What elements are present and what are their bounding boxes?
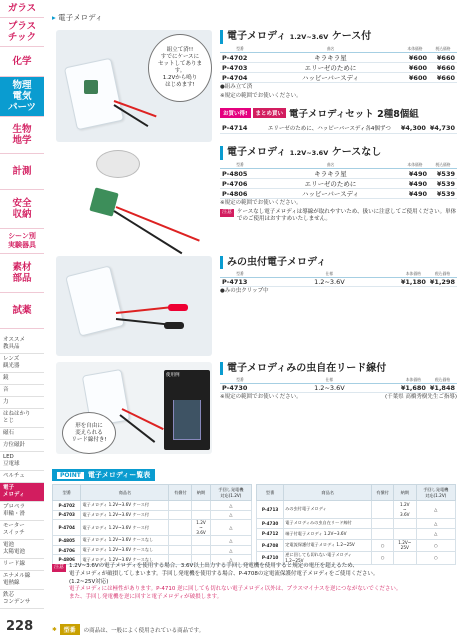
tax-price: ¥539 [429, 169, 457, 179]
product-name: ハッピーバースディ [260, 189, 401, 199]
price: ¥600 [401, 53, 429, 63]
summary-cell-name: 電子メロディ 1.2V~3.6V ケースなし [81, 536, 169, 546]
footer-text: の商品は、一般によく使用されている商品です。 [83, 627, 205, 634]
header-spec: 仕様 [260, 377, 399, 384]
product-melody-case [220, 30, 457, 134]
summary-cell-b [192, 501, 210, 511]
sidebar-subitem[interactable]: 方位磁針 [0, 440, 44, 452]
summary-cell-a [372, 518, 394, 529]
summary-cell-name: 定電流保護付電子メロディ 1.2~25V [284, 539, 372, 551]
summary-title-text: 電子メロディー覧表 [87, 471, 151, 479]
warning-line: 1.2V~3.6Vの電子メロディを使用する場合、3.6V以上出力する手回し発電機を使用すると規定の電圧を超えるため、 [69, 563, 358, 569]
sidebar-item-measurement[interactable]: 計測 [0, 154, 44, 190]
summary-cell-b: 1.2V ~ 3.6V [192, 520, 210, 536]
table-row [220, 169, 457, 179]
product-title: 電子メロディみの虫自在リード線付 [220, 362, 457, 375]
photo-melody-case [56, 30, 212, 142]
product-spec: 1.2V~3.6V [289, 33, 329, 41]
summary-cell-b: 1.2V ~ 3.6V [394, 501, 417, 519]
sidebar-item-chemistry[interactable]: 化学 [0, 47, 44, 77]
product-name: エリーゼのために [260, 63, 401, 73]
summary-cell-name: 電子メロディ 1.2V~3.6V ケース付 [81, 501, 169, 511]
sidebar-item-biology[interactable]: 生物 地学 [0, 117, 44, 154]
product-title-text: 電子メロディ [227, 31, 287, 42]
tax-price: ¥1,848 [429, 384, 455, 392]
table-row [220, 278, 457, 287]
price: ¥1,180 [400, 278, 426, 286]
header-price: 本体価格 [399, 377, 428, 384]
header-price: 本体価格 [401, 46, 429, 53]
summary-cell-c: △ [210, 545, 251, 555]
header-paid: 有償付 [372, 485, 394, 501]
table-row [53, 510, 252, 520]
tax-price: ¥660 [429, 63, 457, 73]
price-table [220, 377, 457, 393]
header-name: 商品名 [284, 485, 372, 501]
sidebar-subitem[interactable]: エナメル線 電熱線 [0, 571, 44, 590]
header-price: 本体価格 [401, 162, 429, 169]
summary-cell-c: △ [210, 501, 251, 511]
header-code: 型番 [220, 377, 260, 384]
product-title-text: 電子メロディ [227, 147, 287, 158]
summary-cell-a [372, 501, 394, 519]
header-tax: 税込価格 [429, 46, 457, 53]
beaker [173, 400, 201, 440]
summary-cell-a [169, 536, 192, 546]
summary-cell-b [192, 545, 210, 555]
black-wire-long [113, 210, 182, 254]
product-code: P-4730 [220, 384, 260, 393]
sidebar-subitem[interactable]: レンズ 観光器 [0, 354, 44, 373]
summary-cell-c: ○ [416, 539, 455, 551]
table-row [220, 63, 457, 73]
summary-cell-b [394, 529, 417, 540]
summary-cell-b: 1.2V~ 25V [394, 539, 417, 551]
photo-melody-bare [56, 146, 212, 238]
summary-cell-code: P-4710 [257, 551, 284, 564]
product-code: P-4702 [220, 53, 260, 63]
set-title: 電子メロディセット 2種8個組 [289, 109, 419, 120]
set-table [220, 124, 457, 134]
product-code: P-4806 [220, 189, 260, 199]
tax-price: ¥539 [429, 179, 457, 189]
header-name: 商品名 [81, 485, 169, 501]
summary-tables [52, 484, 457, 565]
photo-melody-flex [56, 362, 212, 454]
sidebar-subitem[interactable]: ペルチェ [0, 471, 44, 483]
summary-section [52, 462, 457, 565]
warning-line: (1.2~25V対応) [69, 578, 109, 585]
product-melody-flex [220, 362, 457, 402]
sidebar-subitem[interactable]: 電池 太陽電池 [0, 540, 44, 559]
summary-cell-code: P-4704 [53, 520, 81, 536]
footer-note [52, 624, 204, 635]
sidebar-item-safety[interactable]: 安全 収納 [0, 190, 44, 229]
table-row [53, 501, 252, 511]
main-content [52, 0, 457, 644]
summary-cell-b [192, 510, 210, 520]
header-name: 曲名 [260, 46, 401, 53]
summary-cell-code: P-4703 [53, 510, 81, 520]
header-price: 本体価格 [399, 271, 428, 278]
sidebar-item-reagents[interactable]: 試薬 [0, 293, 44, 329]
summary-cell-name: 電子メロディ 1.2V~3.6V ケースなし [81, 545, 169, 555]
product-code: P-4713 [220, 278, 260, 287]
header-name: 曲名 [260, 162, 401, 169]
header-generator: 手回し発電機 対応(1.2V) [416, 485, 455, 501]
header-code: 型番 [220, 162, 260, 169]
product-name: ハッピーバースディ [260, 73, 401, 83]
summary-cell-c: △ [416, 501, 455, 519]
sidebar-subitem[interactable]: 磁石 [0, 428, 44, 440]
summary-cell-code: P-4806 [53, 555, 81, 565]
product-name: エリーゼのために、ハッピーバースディ各4個ずつ [260, 124, 399, 133]
header-code: 型番 [257, 485, 284, 501]
price: ¥1,680 [400, 384, 426, 392]
set-header [220, 106, 457, 120]
price: ¥600 [401, 73, 429, 83]
table-row [53, 545, 252, 555]
sidebar-subitem[interactable]: リード線 [0, 559, 44, 571]
product-code: P-4703 [220, 63, 260, 73]
product-spec: 1.2~3.6V [260, 384, 399, 393]
summary-cell-a [169, 510, 192, 520]
warning-line-red: 電子メロディには極性があります。P-4710 逆に回しても切れない電子メロディ以外は、プラスマイナスを逆につながないでください。 [69, 586, 402, 593]
summary-cell-name: 電子メロディ 1.2V~3.6V ケース付 [81, 520, 169, 536]
tax-price: ¥1,298 [429, 278, 455, 286]
price-table [220, 162, 457, 199]
header-tax: 税込価格 [428, 271, 457, 278]
point-badge: POINT [57, 472, 84, 479]
product-melody-clips [220, 256, 457, 296]
summary-cell-code: P-4706 [53, 545, 81, 555]
header-tax: 税込価格 [429, 162, 457, 169]
table-row [220, 53, 457, 63]
summary-cell-code: P-4712 [257, 529, 284, 540]
summary-cell-name: 電子メロディみの虫自在リード線付 [284, 518, 372, 529]
summary-cell-b [394, 518, 417, 529]
tax-price: ¥539 [429, 189, 457, 199]
summary-cell-name: 電子メロディ 1.2V~3.6V ケースなし [81, 555, 169, 565]
table-row [257, 501, 456, 519]
price: ¥490 [401, 179, 429, 189]
category-sidebar [0, 0, 44, 644]
header-code: 型番 [220, 46, 260, 53]
clip-red-wire [116, 306, 171, 314]
product-title: みの虫付電子メロディ [220, 256, 457, 269]
page-number: 228 [6, 619, 34, 634]
sidebar-subitem[interactable]: 音 [0, 385, 44, 397]
warning-line: 電子メロディが破損してしまいます。手回し発電機を使用する場合、P-4708の定電流保護付電子メロディをご使用ください。 [69, 570, 379, 577]
melody-case-clips [65, 265, 125, 336]
caution-label: 注意 [222, 208, 233, 215]
piezo-disc [96, 150, 140, 178]
header-generator: 手回し発電機 対応(1.2V) [210, 485, 251, 501]
header-code: 型番 [220, 271, 260, 278]
summary-cell-code: P-4805 [53, 536, 81, 546]
summary-cell-code: P-4730 [257, 518, 284, 529]
summary-cell-c: △ [210, 555, 251, 565]
product-suffix: ケースなし [331, 147, 382, 158]
black-clip [164, 322, 184, 329]
summary-cell-code: P-4713 [257, 501, 284, 519]
summary-cell-c: ○ [416, 551, 455, 564]
usage-label: 使用例 [166, 373, 180, 378]
summary-cell-name: 逆に回しても切れない電子メロディ1.2~25V [284, 551, 372, 564]
price: ¥4,300 [400, 124, 426, 133]
header-voltage: 納期 [192, 485, 210, 501]
sidebar-item-scene[interactable]: シーン別 実験器具 [0, 229, 44, 254]
sidebar-sub-list [0, 335, 44, 609]
summary-cell-a: ○ [372, 551, 394, 564]
sidebar-subitem[interactable]: オススメ 教具品 [0, 335, 44, 354]
sidebar-item-materials[interactable]: 素材 部品 [0, 254, 44, 293]
credit: (千葉県 高橋秀樹先生ご指導) [384, 394, 457, 400]
product-code: P-4805 [220, 169, 260, 179]
product-code: P-4704 [220, 73, 260, 83]
tax-price: ¥4,730 [429, 124, 455, 133]
sidebar-item-plastic[interactable]: プラス チック [0, 18, 44, 47]
sidebar-subitem[interactable]: 力 [0, 397, 44, 409]
summary-cell-a [169, 520, 192, 536]
table-row [257, 539, 456, 551]
tax-price: ¥660 [429, 53, 457, 63]
price-table [220, 46, 457, 83]
tax-price: ¥660 [429, 73, 457, 83]
summary-cell-c: △ [416, 518, 455, 529]
header-paid: 有償付 [169, 485, 192, 501]
table-row [220, 179, 457, 189]
summary-cell-a [169, 501, 192, 511]
summary-cell-code: P-4708 [257, 539, 284, 551]
summary-cell-c: △ [210, 510, 251, 520]
table-row [53, 520, 252, 536]
summary-title [52, 469, 155, 481]
melody-case [64, 58, 124, 131]
circuit-chip [84, 80, 98, 94]
sidebar-subitem[interactable]: 鉄芯 コンデンサ [0, 590, 44, 609]
summary-cell-code: P-4702 [53, 501, 81, 511]
section-title: ▸ 電子メロディ [52, 12, 103, 23]
note-clip: ●みの虫クリップ中 [220, 288, 269, 294]
table-row [220, 189, 457, 199]
summary-cell-name: 端子付電子メロディ 1.2V~3.6V [284, 529, 372, 540]
note-range-credit [220, 394, 457, 402]
product-name: エリーゼのために [260, 179, 401, 189]
note-range: ※規定の範囲でお使いください。 [220, 92, 302, 99]
summary-cell-a: ○ [372, 539, 394, 551]
caution-block [220, 209, 457, 224]
sidebar-subitem[interactable]: モーター スイッチ [0, 521, 44, 540]
summary-cell-c: △ [416, 529, 455, 540]
photo-melody-clips [56, 256, 212, 356]
warning-block [52, 563, 457, 602]
summary-cell-c: △ [210, 520, 251, 536]
price: ¥600 [401, 63, 429, 73]
product-suffix: ケース付 [331, 31, 372, 42]
table-row [257, 518, 456, 529]
red-clip [168, 304, 188, 311]
bulk-badge: まとめ買い [253, 108, 287, 118]
product-spec: 1.2V~3.6V [289, 149, 329, 157]
price-table [220, 271, 457, 287]
table-row [257, 529, 456, 540]
header-code: 型番 [53, 485, 81, 501]
flex-black-wire [119, 414, 155, 443]
price: ¥490 [401, 189, 429, 199]
summary-cell-b [192, 536, 210, 546]
warning-text [69, 563, 401, 602]
header-spec: 仕様 [260, 271, 399, 278]
summary-cell-name: 電子メロディ 1.2V~3.6V ケース付 [81, 510, 169, 520]
sidebar-item-physics[interactable]: 物理 電気 パーツ [0, 77, 44, 117]
product-code: P-4706 [220, 179, 260, 189]
speech-bubble-assembled: 組立て済!! すでにケースに セットしてあります。 1.2Vから鳴り はじめます! [148, 34, 212, 102]
model-mark: 型番 [60, 624, 80, 635]
table-row [220, 124, 457, 133]
product-spec: 1.2~3.6V [260, 278, 399, 287]
sidebar-subitem[interactable]: 電子 メロディ [0, 483, 44, 502]
deal-badge: お買い得! [220, 108, 251, 118]
product-melody-bare [220, 146, 457, 224]
summary-cell-name: みの虫付電子メロディ [284, 501, 372, 519]
sidebar-item-glass[interactable]: ガラス [0, 0, 44, 18]
note-range: ※規定の範囲でお使いください。 [220, 200, 302, 206]
product-title [220, 146, 457, 160]
summary-table-left [52, 484, 252, 565]
summary-table-right [256, 484, 456, 565]
summary-cell-a [169, 545, 192, 555]
warning-line-red: また、手回し発電機を逆に回すと電子メロディが破損します。 [69, 594, 223, 601]
star-icon: ✱ [52, 626, 57, 633]
note-range: ※規定の範囲でお使いください。 [220, 394, 302, 400]
sidebar-subitem[interactable]: プロペラ 車輪・滑 [0, 502, 44, 521]
table-row [220, 384, 457, 393]
product-name: キラキラ星 [260, 169, 401, 179]
sidebar-subitem[interactable]: はねはかり とじ [0, 409, 44, 428]
table-row [53, 536, 252, 546]
caution-text: ケースなし電子メロディは導線が取れやすいため、扱いに注意してご使用ください。単体でのご使用はおすすめいたしません。 [237, 208, 457, 222]
sidebar-subitem[interactable]: 鏡 [0, 373, 44, 385]
note-assembled: ●組み立て済 [220, 84, 253, 90]
usage-example-photo [164, 370, 210, 450]
warning-label: 注意 [54, 564, 65, 570]
table-row [220, 73, 457, 83]
price: ¥490 [401, 169, 429, 179]
summary-cell-a [372, 529, 394, 540]
product-title [220, 30, 457, 44]
sidebar-subitem[interactable]: LED 豆電球 [0, 452, 44, 471]
speech-bubble-flex: 形を自由に 変えられる リード線付き! [62, 412, 116, 454]
header-tax: 税込価格 [428, 377, 457, 384]
header-voltage: 納期 [394, 485, 417, 501]
product-name: キラキラ星 [260, 53, 401, 63]
product-code: P-4714 [220, 124, 260, 133]
summary-cell-c: △ [210, 536, 251, 546]
